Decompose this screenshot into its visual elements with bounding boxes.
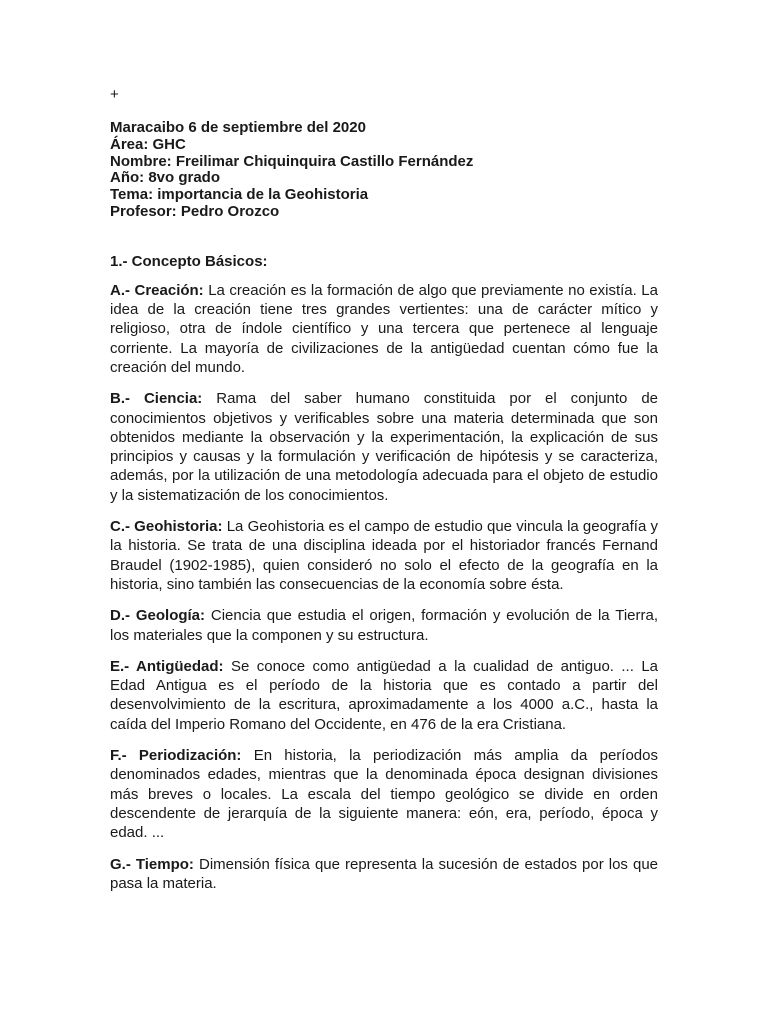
entry-tiempo (110, 855, 658, 894)
header-teacher: Profesor: Pedro Orozco (110, 202, 280, 220)
entry-ciencia (110, 389, 658, 505)
entry-text: Ciencia que estudia el origen, formación y evolución de la Tierra, los materiales que la componen y su estructura. (110, 607, 658, 644)
entry-term: C.- Geohistoria: (110, 518, 223, 536)
entry-antiguedad (110, 657, 658, 734)
document-body (110, 86, 658, 905)
entry-term: F.- Periodización: (110, 747, 242, 765)
header-name: Nombre: Freilimar Chiquinquira Castillo Fernández (110, 152, 474, 170)
header-topic: Tema: importancia de la Geohistoria (110, 186, 369, 204)
entry-text: Se conoce como antigüedad a la cualidad de antiguo. ... La Edad Antigua es el período de la historia que es contado a partir del desenvolvimiento de la escritura, aproximadamente a los 4000 a.C., hasta la caída del Imperio Romano del Occidente, en 476 de la era Cristiana. (110, 657, 658, 733)
header-year: Año: 8vo grado (110, 169, 221, 187)
plus-mark: + (110, 86, 119, 103)
entry-text: La creación es la formación de algo que previamente no existía. La idea de la creación tiene tres grandes vertientes: una de carácter mítico y religioso, otra de índole científico y una tercera que pertenece al lenguaje corriente. La mayoría de civilizaciones de la antigüedad cuentan cómo fue la creación del mundo. (110, 281, 658, 376)
header-area: Área: GHC (110, 135, 186, 153)
entry-geohistoria (110, 517, 658, 594)
entry-text: En historia, la periodización más amplia da períodos denominados edades, mientras que la denominada época designan divisiones más breves o locales. La escala del tiempo geológico se divide en orden descendente de jerarquía de la siguiente manera: eón, era, período, época y edad. ... (110, 747, 658, 842)
entry-text: La Geohistoria es el campo de estudio que vincula la geografía y la historia. Se trata de una disciplina ideada por el historiador francés Fernand Braudel (1902-1985), quien consideró no solo el efecto de la geografía en la historia, sino también las consecuencias de la economía sobre ésta. (110, 518, 658, 593)
entry-term: D.- Geología: (110, 607, 206, 625)
entry-text: Dimensión física que representa la sucesión de estados por los que pasa la materia. (110, 855, 658, 892)
entry-text: Rama del saber humano constituida por el conjunto de conocimientos objetivos y verificables sobre una materia determinada que son obtenidos mediante la observación y la experimentación, la explicación de sus principios y causas y la formulación y verificación de hipótesis y se caracteriza, además, por la utilización de una metodología adecuada para el objeto de estudio y la sistematización de los conocimientos. (110, 390, 659, 504)
entry-geologia (110, 606, 658, 645)
entry-creacion (110, 281, 658, 377)
entry-term: A.- Creación: (110, 281, 204, 299)
entry-term: E.- Antigüedad: (110, 657, 224, 675)
header-city-date: Maracaibo 6 de septiembre del 2020 (110, 119, 366, 136)
section-title: 1.- Concepto Básicos: (110, 252, 268, 270)
document-header (110, 120, 658, 221)
entry-term: B.- Ciencia: (110, 390, 203, 408)
entry-term: G.- Tiempo: (110, 855, 194, 873)
entry-periodizacion (110, 746, 658, 842)
